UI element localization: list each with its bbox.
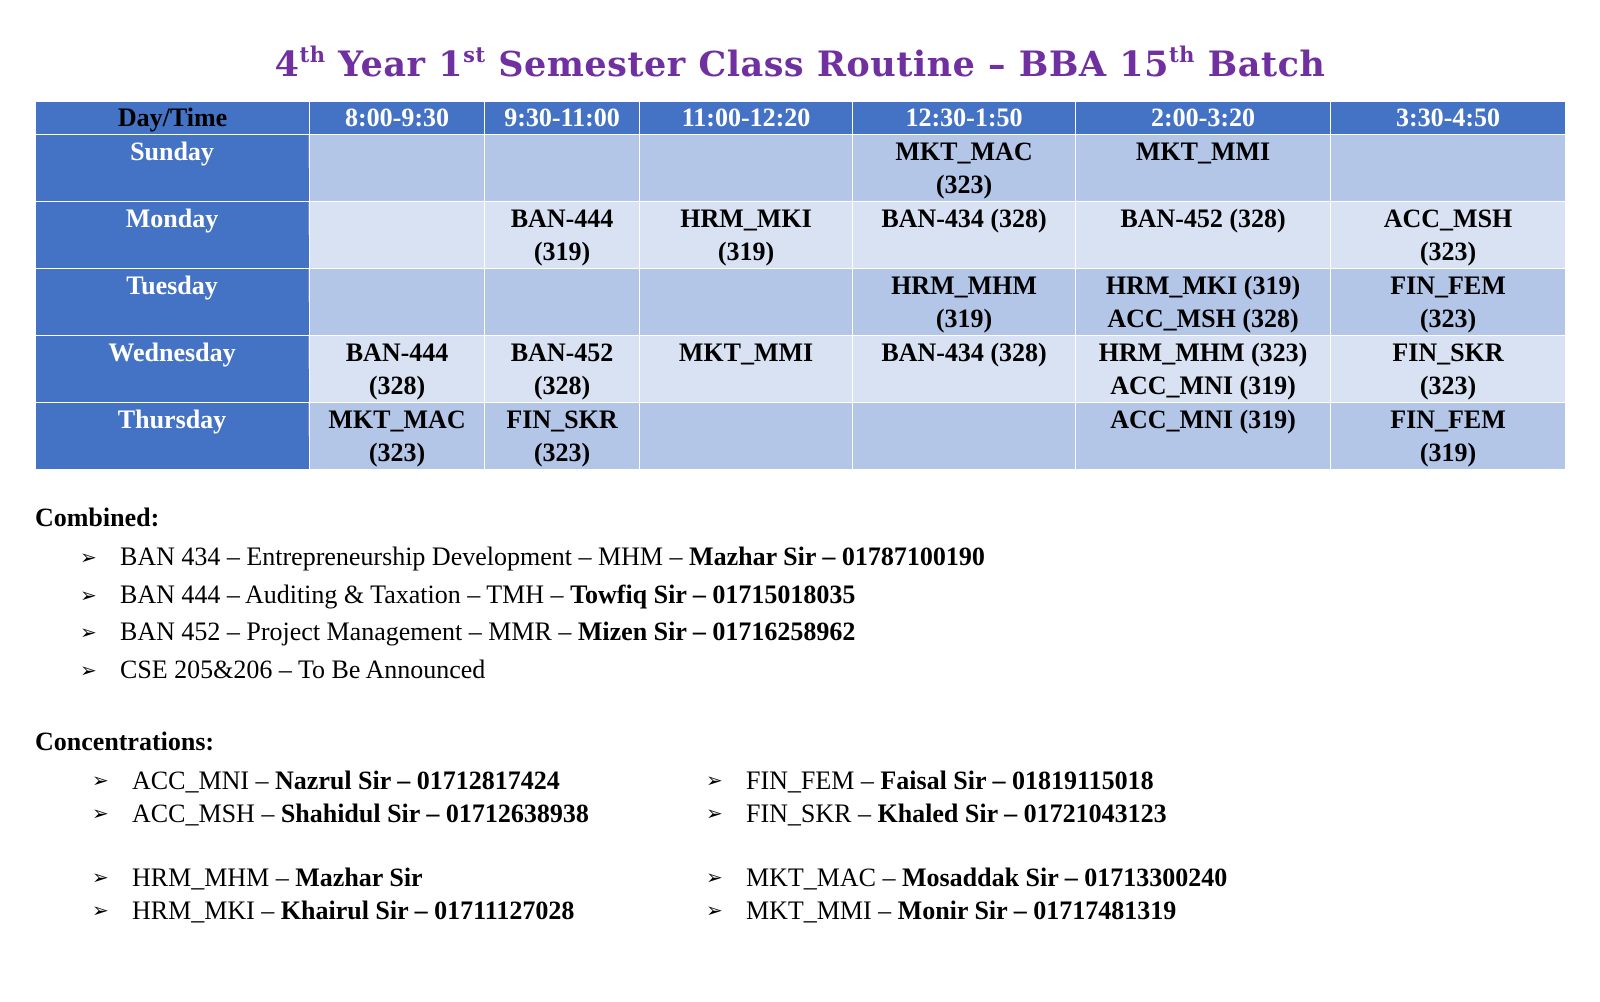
arrowhead-bullet-icon: ➢ (92, 898, 109, 922)
class-cell (485, 336, 640, 403)
list-item (92, 797, 589, 830)
class-cell (640, 403, 853, 470)
day-cell (36, 202, 310, 269)
class-entry: HRM_MKI (319) (1105, 271, 1301, 300)
day-cell (36, 403, 310, 470)
list-item (92, 764, 589, 797)
arrowhead-bullet-icon: ➢ (706, 768, 723, 792)
class-entry: BAN-434 (328) (881, 338, 1047, 367)
class-entry: BAN-452 (510, 338, 614, 367)
class-entry: ACC_MSH (328) (1107, 304, 1299, 333)
arrowhead-bullet-icon: ➢ (706, 898, 723, 922)
class-cell (640, 336, 853, 403)
class-cell (485, 135, 640, 202)
teacher-contact: Mazhar Sir – 01787100190 (689, 542, 985, 571)
class-cell (1331, 269, 1566, 336)
list-item (92, 894, 574, 927)
class-cell (640, 269, 853, 336)
day-cell (36, 269, 310, 336)
teacher-contact: Towfiq Sir – 01715018035 (570, 579, 856, 609)
class-entry: (323) (368, 438, 426, 467)
class-cell (1076, 135, 1331, 202)
teacher-contact: Khairul Sir – 01711127028 (280, 896, 575, 925)
class-entry: MKT_MAC (328, 405, 466, 434)
arrowhead-bullet-icon: ➢ (80, 582, 97, 607)
list-item (80, 578, 985, 616)
course-text: BAN 444 – Auditing & Taxation – TMH – (120, 579, 571, 609)
teacher-contact: Khaled Sir – 01721043123 (877, 799, 1167, 828)
class-entry: (319) (533, 237, 591, 266)
day-label: Tuesday (36, 269, 309, 302)
class-entry: FIN_FEM (1390, 271, 1506, 300)
header-day-time: Day/Time (36, 102, 310, 135)
class-cell (310, 202, 485, 269)
teacher-contact: Mosaddak Sir – 01713300240 (902, 863, 1228, 892)
arrowhead-bullet-icon: ➢ (92, 865, 109, 889)
header-time-slot: 11:00-12:20 (640, 102, 853, 135)
concentrations-list-mkt (706, 861, 1227, 927)
class-entry: FIN_SKR (1392, 338, 1504, 367)
class-entry: ACC_MNI (319) (1110, 371, 1296, 400)
class-entry: BAN-434 (328) (881, 204, 1047, 233)
class-cell (853, 202, 1076, 269)
day-label: Thursday (36, 403, 309, 436)
list-item (80, 615, 985, 653)
day-label: Monday (36, 202, 309, 235)
concentration-code: FIN_SKR – (746, 799, 878, 828)
class-cell (1076, 202, 1331, 269)
class-entry: MKT_MMI (678, 338, 814, 367)
class-cell (853, 336, 1076, 403)
teacher-contact: Shahidul Sir – 01712638938 (280, 799, 589, 828)
class-cell (1076, 336, 1331, 403)
class-entry: (323) (1419, 371, 1477, 400)
arrowhead-bullet-icon: ➢ (706, 865, 723, 889)
class-entry: (323) (533, 438, 591, 467)
course-text: BAN 452 – Project Management – MMR – (120, 617, 578, 646)
arrowhead-bullet-icon: ➢ (706, 801, 723, 825)
class-cell (485, 202, 640, 269)
class-entry: HRM_MHM (323) (1098, 338, 1308, 367)
class-cell (310, 135, 485, 202)
class-cell (310, 336, 485, 403)
list-item (80, 653, 985, 691)
class-cell (640, 135, 853, 202)
class-entry: BAN-452 (328) (1120, 204, 1286, 233)
class-entry: (319) (935, 304, 993, 333)
list-item (706, 797, 1167, 830)
class-entry: BAN-444 (345, 338, 449, 367)
class-entry: (328) (533, 371, 591, 400)
list-item (92, 861, 574, 894)
header-time-slot: 12:30-1:50 (853, 102, 1076, 135)
teacher-contact: Mizen Sir – 01716258962 (577, 617, 856, 646)
class-entry: MKT_MAC (895, 137, 1033, 166)
arrowhead-bullet-icon: ➢ (80, 657, 97, 682)
class-cell (640, 202, 853, 269)
class-cell (310, 269, 485, 336)
day-label: Wednesday (36, 336, 309, 369)
combined-heading: Combined: (35, 503, 160, 532)
concentration-code: ACC_MSH – (132, 799, 281, 828)
class-entry: HRM_MHM (891, 271, 1037, 300)
course-text: BAN 434 – Entrepreneurship Development – MHM – (120, 542, 690, 571)
concentration-code: HRM_MHM – (132, 863, 296, 892)
teacher-contact: Nazrul Sir – 01712817424 (275, 766, 560, 795)
table-row (36, 336, 1566, 403)
table-row (36, 202, 1566, 269)
class-cell (853, 269, 1076, 336)
class-cell (1331, 135, 1566, 202)
class-cell (310, 403, 485, 470)
day-cell (36, 135, 310, 202)
concentrations-list-fin (706, 764, 1167, 830)
table-row (36, 403, 1566, 470)
list-item (80, 540, 985, 578)
teacher-contact: Faisal Sir – 01819115018 (880, 766, 1154, 795)
arrowhead-bullet-icon: ➢ (92, 768, 109, 792)
class-entry: (323) (1419, 304, 1477, 333)
combined-courses-list (80, 540, 985, 690)
class-entry: FIN_SKR (506, 405, 618, 434)
header-time-slot: 3:30-4:50 (1331, 102, 1566, 135)
arrowhead-bullet-icon: ➢ (80, 545, 97, 569)
list-item (706, 861, 1227, 894)
concentration-code: FIN_FEM – (746, 766, 881, 795)
class-entry: (323) (935, 170, 993, 199)
class-entry: (328) (368, 371, 426, 400)
list-item (706, 894, 1227, 927)
teacher-contact: Mazhar Sir (295, 863, 423, 892)
class-entry: (319) (1419, 438, 1477, 467)
list-item (706, 764, 1167, 797)
class-routine-table (35, 101, 1566, 470)
class-entry: BAN-444 (510, 204, 614, 233)
class-cell (1076, 403, 1331, 470)
day-label: Sunday (36, 135, 309, 168)
class-cell (485, 269, 640, 336)
class-cell (853, 135, 1076, 202)
header-time-slot: 9:30-11:00 (485, 102, 640, 135)
course-text: CSE 205&206 – To Be Announced (120, 654, 486, 684)
arrowhead-bullet-icon: ➢ (80, 620, 97, 644)
class-entry: HRM_MKI (680, 204, 812, 233)
class-cell (1076, 269, 1331, 336)
concentrations-list-acc (92, 764, 589, 830)
concentration-code: ACC_MNI – (132, 766, 276, 795)
class-entry: ACC_MSH (1383, 204, 1513, 233)
class-cell (485, 403, 640, 470)
arrowhead-bullet-icon: ➢ (92, 801, 109, 825)
class-cell (1331, 336, 1566, 403)
concentration-code: MKT_MAC – (746, 863, 903, 892)
concentration-code: HRM_MKI – (132, 896, 281, 925)
concentration-code: MKT_MMI – (746, 896, 898, 925)
concentrations-list-hrm (92, 861, 574, 927)
class-entry: (319) (717, 237, 775, 266)
class-entry: ACC_MNI (319) (1110, 405, 1296, 434)
header-time-slot: 2:00-3:20 (1076, 102, 1331, 135)
header-time-slot: 8:00-9:30 (310, 102, 485, 135)
class-entry: FIN_FEM (1390, 405, 1506, 434)
class-entry: (323) (1419, 237, 1477, 266)
concentrations-heading: Concentrations: (35, 727, 215, 756)
class-cell (1331, 403, 1566, 470)
teacher-contact: Monir Sir – 01717481319 (897, 896, 1177, 925)
class-cell (1331, 202, 1566, 269)
day-cell (36, 336, 310, 403)
page-title: 4th Year 1st Semester Class Routine – BBA 15th Batch (274, 42, 1326, 85)
table-row (36, 269, 1566, 336)
class-entry: MKT_MMI (1135, 137, 1271, 166)
class-cell (853, 403, 1076, 470)
table-row (36, 135, 1566, 202)
table-header-row (36, 102, 1566, 135)
